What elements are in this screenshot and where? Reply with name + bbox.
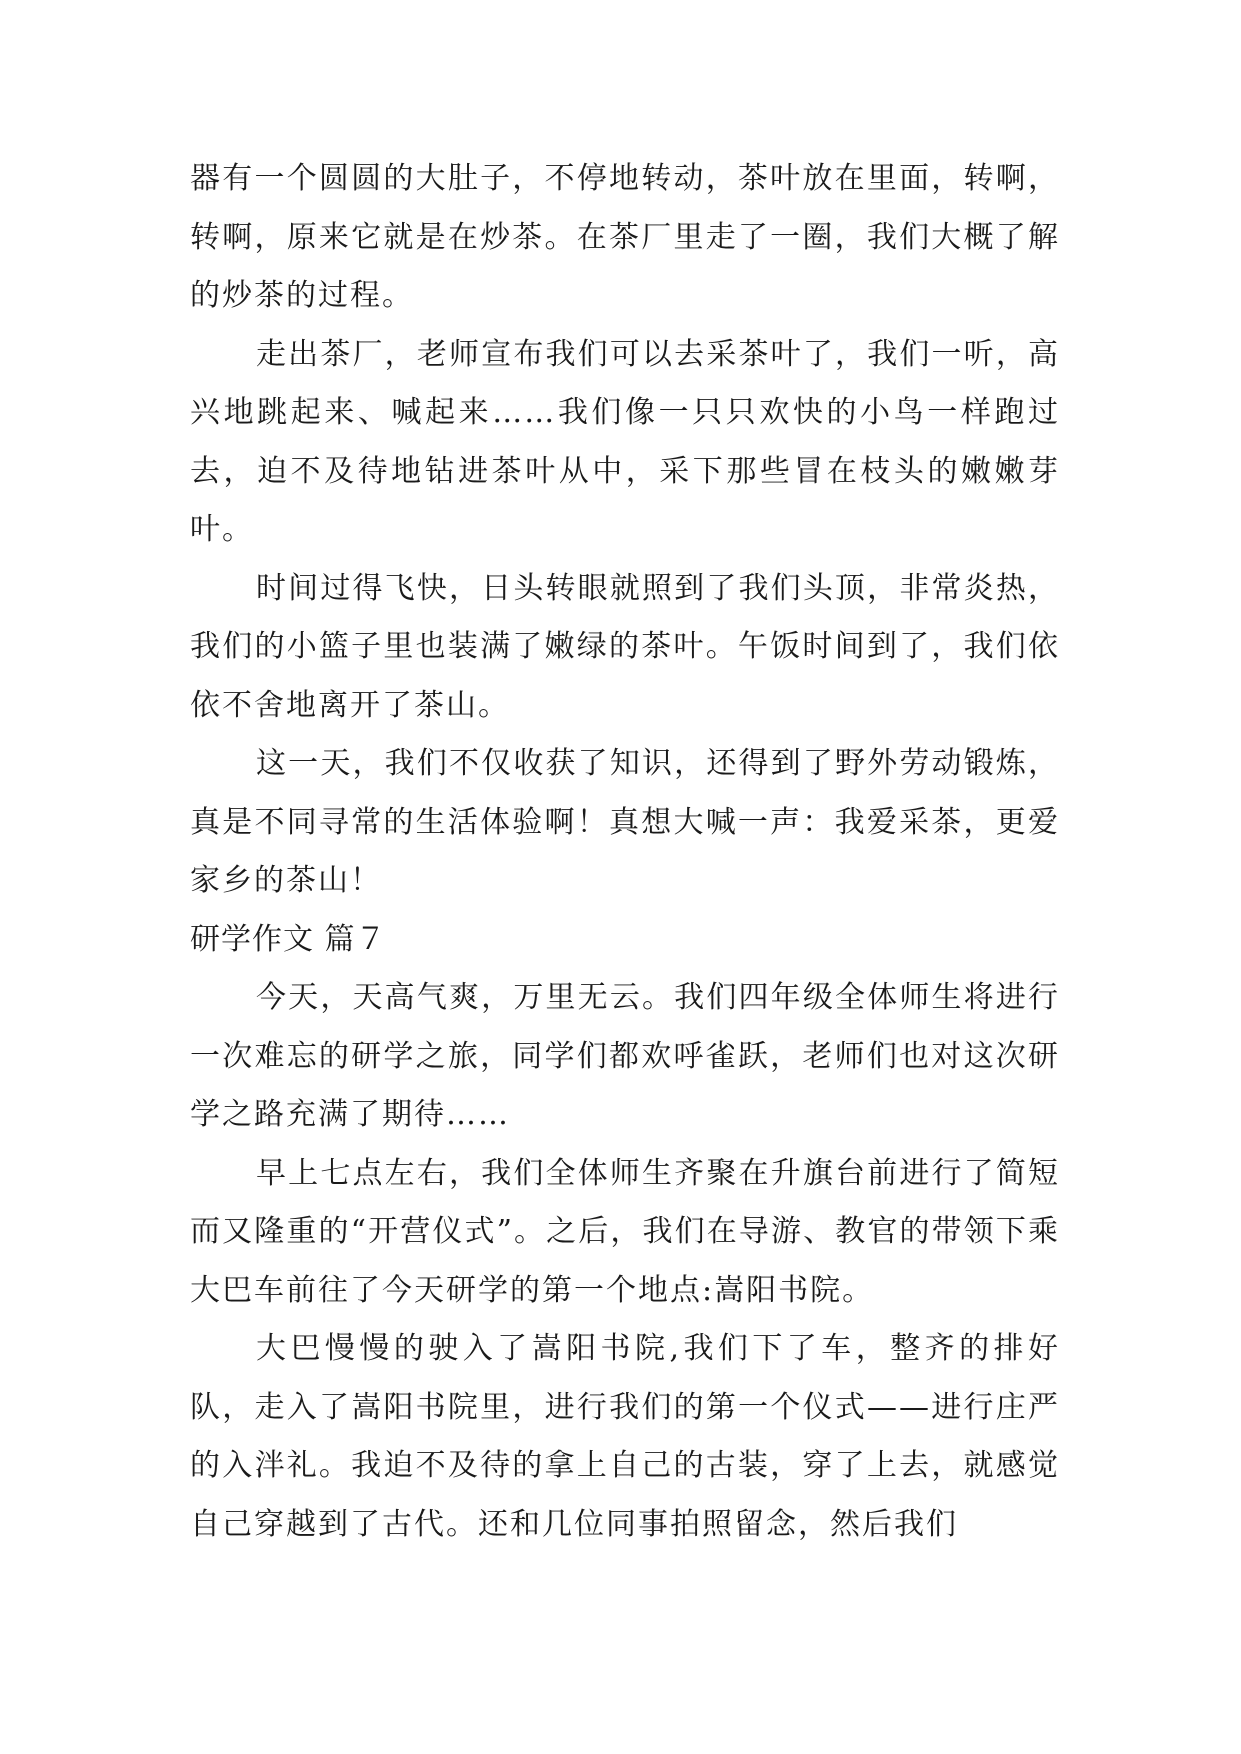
paragraph-5: 今天，天高气爽，万里无云。我们四年级全体师生将进行一次难忘的研学之旅，同学们都欢呼雀跃，老师们也对这次研学之路充满了期待……	[190, 980, 1060, 1132]
paragraph-1: 器有一个圆圆的大肚子，不停地转动，茶叶放在里面，转啊，转啊，原来它就是在炒茶。在茶厂里走了一圈，我们大概了解的炒茶的过程。	[190, 161, 1060, 313]
paragraph-6: 早上七点左右，我们全体师生齐聚在升旗台前进行了简短而又隆重的“开营仪式”。之后，我们在导游、教官的带领下乘大巴车前往了今天研学的第一个地点:嵩阳书院。	[190, 1155, 1060, 1308]
document-page	[190, 150, 1060, 1554]
paragraph-3: 时间过得飞快，日头转眼就照到了我们头顶，非常炎热，我们的小篮子里也装满了嫩绿的茶叶。午饭时间到了，我们依依不舍地离开了茶山。	[190, 570, 1060, 723]
section-heading: 研学作文 篇７	[190, 921, 387, 957]
paragraph-7: 大巴慢慢的驶入了嵩阳书院,我们下了车，整齐的排好队，走入了嵩阳书院里，进行我们的第一个仪式——进行庄严的入泮礼。我迫不及待的拿上自己的古装，穿了上去，就感觉自己穿越到了古代。还和几位同事拍照留念，然后我们	[190, 1331, 1060, 1542]
paragraph-4: 这一天，我们不仅收获了知识，还得到了野外劳动锻炼，真是不同寻常的生活体验啊！真想大喊一声：我爱采茶，更爱家乡的茶山！	[190, 746, 1060, 898]
paragraph-2: 走出茶厂，老师宣布我们可以去采茶叶了，我们一听，高兴地跳起来、喊起来……我们像一只只欢快的小鸟一样跑过去，迫不及待地钻进茶叶从中，采下那些冒在枝头的嫩嫩芽叶。	[190, 336, 1060, 547]
